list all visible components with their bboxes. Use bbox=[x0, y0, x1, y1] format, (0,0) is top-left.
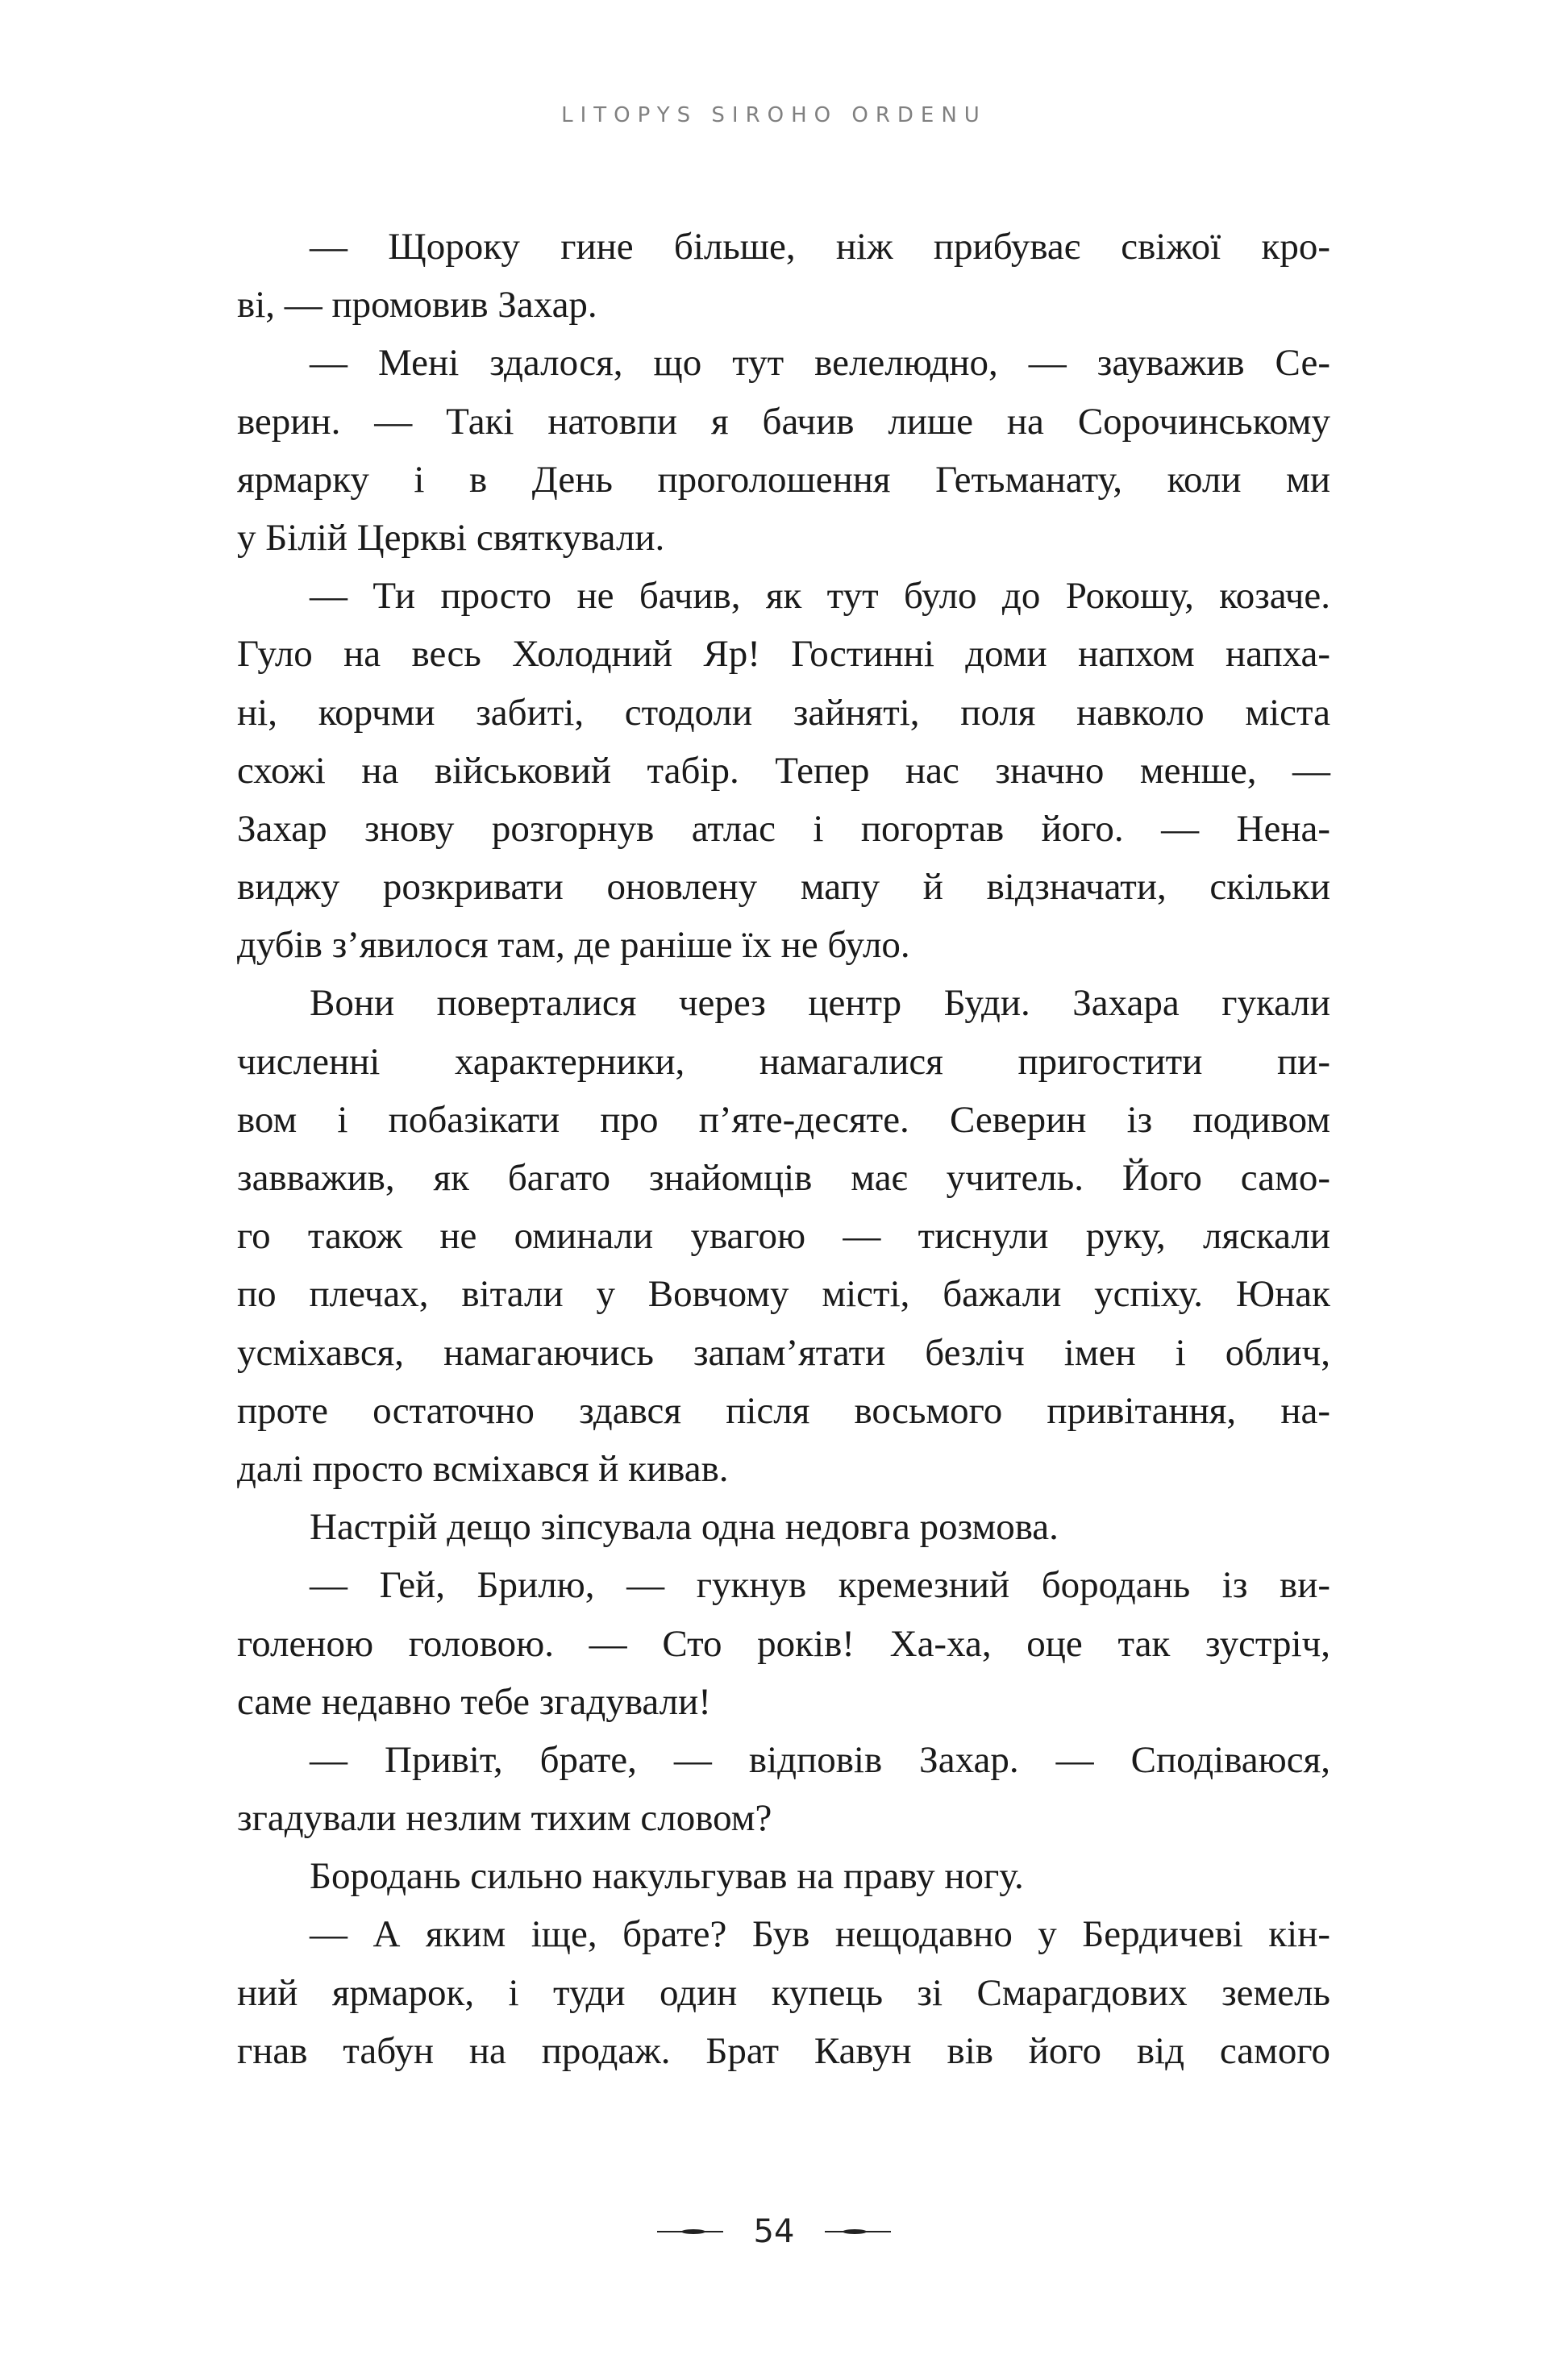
text-line: го також не оминали увагою — тиснули руку, ляскали bbox=[237, 1215, 1330, 1258]
text-line: усміхався, намагаючись запам’ятати безліч імен і облич, bbox=[237, 1331, 1330, 1374]
text-line: саме недавно тебе згадували! bbox=[237, 1680, 711, 1723]
text-line: проте остаточно здався після восьмого привітання, на- bbox=[237, 1389, 1330, 1432]
text-line: згадували незлим тихим словом? bbox=[237, 1797, 772, 1840]
text-line: схожі на військовий табір. Тепер нас значно менше, — bbox=[237, 749, 1330, 792]
text-line: численні характерники, намагалися пригостити пи- bbox=[237, 1040, 1330, 1083]
text-line: — Мені здалося, що тут велелюдно, — зауважив Се- bbox=[310, 342, 1330, 385]
text-line: — Ти просто не бачив, як тут було до Рокошу, козаче. bbox=[310, 575, 1330, 618]
text-line: по плечах, вітали у Вовчому місті, бажали успіху. Юнак bbox=[237, 1273, 1330, 1316]
text-line: виджу розкривати оновлену мапу й відзначати, скільки bbox=[237, 866, 1330, 909]
text-line: дубів з’явилося там, де раніше їх не було. bbox=[237, 924, 910, 967]
text-line: гнав табун на продаж. Брат Кавун вів його від самого bbox=[237, 2029, 1330, 2072]
text-line: ні, корчми забиті, стодоли зайняті, поля навколо міста bbox=[237, 691, 1330, 734]
text-line: Гуло на весь Холодний Яр! Гостинні доми напхом напха- bbox=[237, 633, 1330, 676]
text-line: — Гей, Брилю, — гукнув кремезний бородань із ви- bbox=[310, 1564, 1330, 1607]
text-line: у Білій Церкві святкували. bbox=[237, 516, 665, 559]
page-number: 54 bbox=[753, 2213, 795, 2250]
text-line: завважив, як багато знайомців має учитель. Його само- bbox=[237, 1157, 1330, 1199]
text-line: Настрій дещо зіпсувала одна недовга розмова. bbox=[310, 1506, 1059, 1549]
text-line: ві, — промовив Захар. bbox=[237, 284, 597, 327]
ornament-right-icon bbox=[825, 2229, 891, 2234]
text-line: — Щороку гине більше, ніж прибуває свіжої кро- bbox=[310, 226, 1330, 268]
text-line: ярмарку і в День проголошення Гетьманату, коли ми bbox=[237, 458, 1330, 501]
text-line: далі просто всміхався й кивав. bbox=[237, 1447, 729, 1490]
text-line: — А яким іще, брате? Був нещодавно у Бердичеві кін- bbox=[310, 1913, 1330, 1956]
text-line: Вони поверталися через центр Буди. Захара гукали bbox=[310, 982, 1330, 1025]
running-header: LITOPYS SIROHO ORDENU bbox=[561, 103, 987, 127]
page-footer bbox=[0, 2213, 1548, 2250]
text-line: вом і побазікати про п’яте-десяте. Северин із подивом bbox=[237, 1098, 1330, 1141]
text-line: Захар знову розгорнув атлас і погортав його. — Нена- bbox=[237, 807, 1330, 850]
text-line: — Привіт, брате, — відповів Захар. — Сподіваюся, bbox=[310, 1738, 1330, 1781]
text-line: верин. — Такі натовпи я бачив лише на Сорочинському bbox=[237, 400, 1330, 443]
ornament-left-icon bbox=[657, 2229, 723, 2234]
body-text bbox=[237, 218, 1330, 2080]
text-line: голеною головою. — Сто років! Ха-ха, оце так зустріч, bbox=[237, 1622, 1330, 1665]
text-line: ний ярмарок, і туди один купець зі Смарагдових земель bbox=[237, 1971, 1330, 2014]
text-line: Бородань сильно накульгував на праву ногу. bbox=[310, 1855, 1024, 1898]
